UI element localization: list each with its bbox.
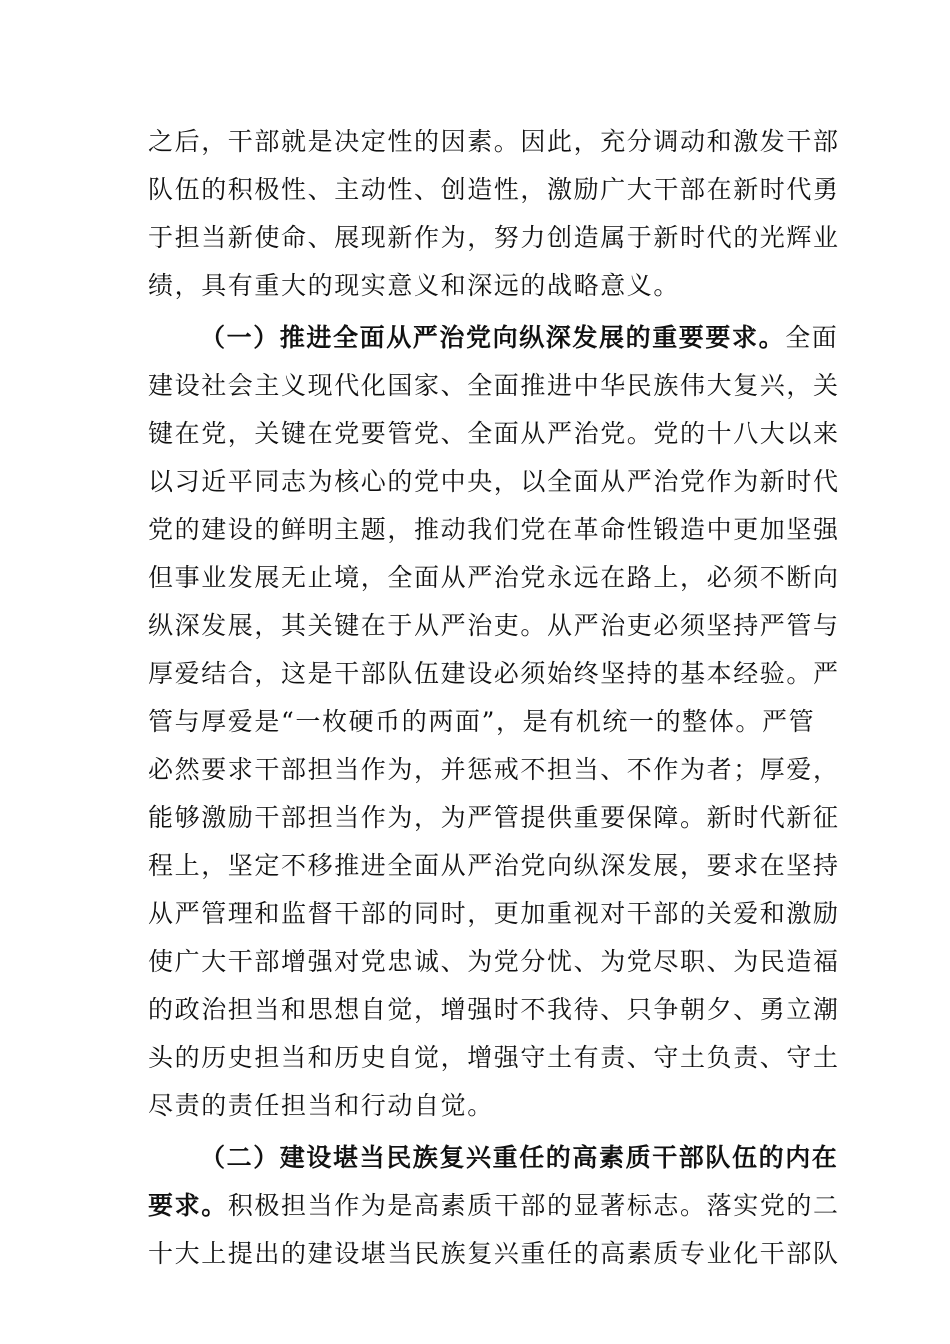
text-line: 必然要求干部担当作为，并惩戒不担当、不作为者；厚爱， [148, 755, 840, 784]
text-line: 从严管理和监督干部的同时，更加重视对干部的关爱和激励 [148, 899, 840, 928]
section-two-paragraph [148, 1134, 840, 1278]
text-line: 头的历史担当和历史自觉，增强守土有责、守土负责、守土 [148, 1043, 840, 1072]
text-line: 党的建设的鲜明主题，推动我们党在革命性锻造中更加坚强 [148, 515, 840, 544]
text-line: 管与厚爱是“一枚硬币的两面”，是有机统一的整体。严管 [148, 707, 816, 736]
section-two-second-line [148, 1182, 840, 1230]
text-line: 但事业发展无止境，全面从严治党永远在路上，必须不断向 [148, 563, 840, 592]
text-line: 能够激励干部担当作为，为严管提供重要保障。新时代新征 [148, 803, 840, 832]
text-line: 使广大干部增强对党忠诚、为党分忧、为党尽职、为民造福 [148, 947, 840, 976]
text-line: 程上，坚定不移推进全面从严治党向纵深发展，要求在坚持 [148, 851, 840, 880]
text-line: 尽责的责任担当和行动自觉。 [148, 1091, 494, 1120]
text-line: 厚爱结合，这是干部队伍建设必须始终坚持的基本经验。严 [148, 659, 840, 688]
text-line: 之后，干部就是决定性的因素。因此，充分调动和激发干部 [148, 127, 840, 156]
text-line: 队伍的积极性、主动性、创造性，激励广大干部在新时代勇 [148, 175, 840, 204]
section-two-heading-end: 要求。 [148, 1191, 228, 1220]
section-one-first-line [148, 314, 839, 362]
text-line: 纵深发展，其关键在于从严治吏。从严治吏必须坚持严管与 [148, 611, 840, 640]
section-one-heading: （一）推进全面从严治党向纵深发展的重要要求。 [200, 323, 786, 352]
section-two-second-line-rest: 积极担当作为是高素质干部的显著标志。落实党的二 [227, 1191, 840, 1220]
text-line: 建设社会主义现代化国家、全面推进中华民族伟大复兴，关 [148, 371, 840, 400]
section-one-paragraph [148, 314, 840, 1130]
text-line: 于担当新使命、展现新作为，努力创造属于新时代的光辉业 [148, 223, 840, 252]
text-line: 绩，具有重大的现实意义和深远的战略意义。 [148, 271, 681, 300]
document-body [148, 118, 840, 1278]
text-line: 键在党，关键在党要管党、全面从严治党。党的十八大以来 [148, 419, 840, 448]
intro-paragraph [148, 118, 840, 310]
section-one-first-line-rest: 全面 [785, 323, 839, 352]
text-line: 以习近平同志为核心的党中央，以全面从严治党作为新时代 [148, 467, 840, 496]
text-line: 的政治担当和思想自觉，增强时不我待、只争朝夕、勇立潮 [148, 995, 840, 1024]
section-two-heading-line: （二）建设堪当民族复兴重任的高素质干部队伍的内在 [200, 1143, 839, 1172]
text-line: 十大上提出的建设堪当民族复兴重任的高素质专业化干部队 [148, 1239, 840, 1268]
